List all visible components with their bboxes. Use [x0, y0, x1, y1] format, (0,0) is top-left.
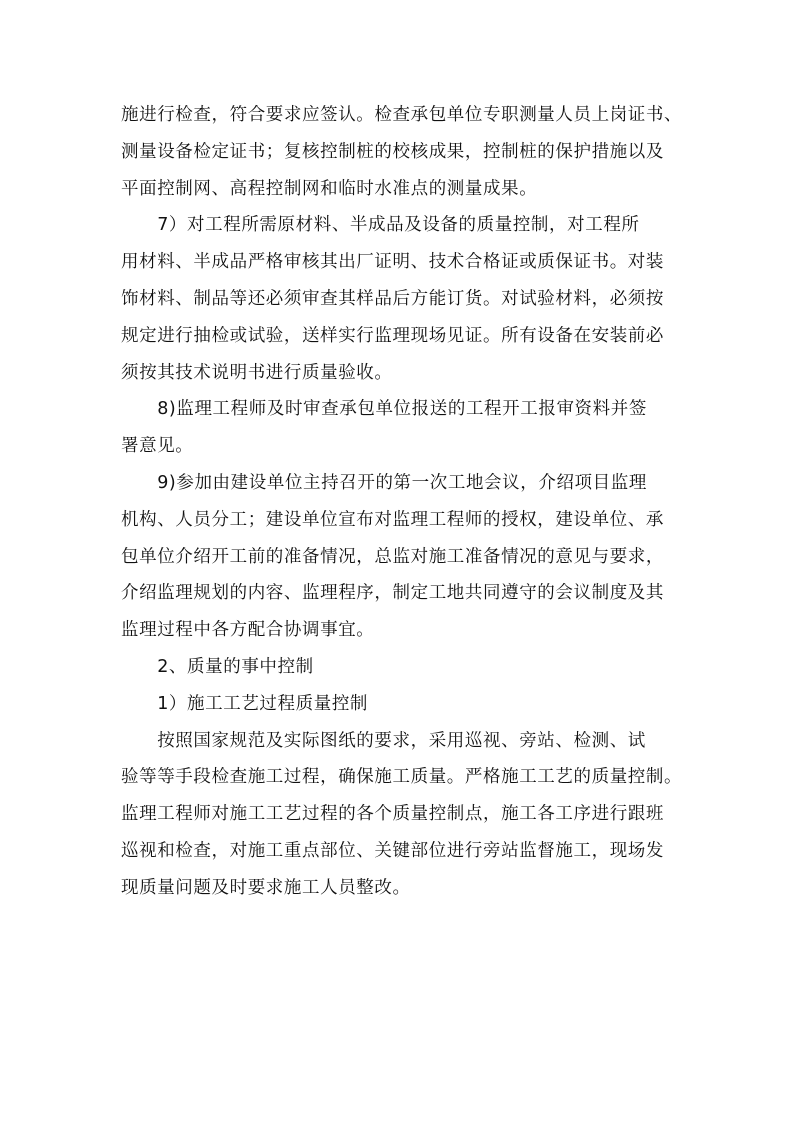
text-line: 用材料、半成品严格审核其出厂证明、技术合格证或质保证书。对装 — [121, 252, 664, 273]
text-line: 饰材料、制品等还必须审查其样品后方能订货。对试验材料，必须按 — [121, 288, 664, 309]
paragraph-item-8-review — [121, 391, 681, 465]
text-line: 平面控制网、高程控制网和临时水准点的测量成果。 — [121, 178, 538, 199]
text-line: 须按其技术说明书进行质量验收。 — [121, 362, 393, 383]
text-line: 9)参加由建设单位主持召开的第一次工地会议，介绍项目监理 — [121, 472, 647, 493]
text-line: 施进行检查，符合要求应签认。检查承包单位专职测量人员上岗证书、 — [121, 105, 683, 125]
text-line: 现质量问题及时要求施工人员整改。 — [121, 877, 411, 898]
text-line: 巡视和检查，对施工重点部位、关键部位进行旁站监督施工，现场发 — [121, 840, 664, 861]
subsection-heading: 1）施工工艺过程质量控制 — [121, 693, 369, 714]
text-line: 按照国家规范及实际图纸的要求，采用巡视、旁站、检测、试 — [121, 730, 646, 751]
section-heading: 2、质量的事中控制 — [121, 656, 314, 677]
text-line: 介绍监理规划的内容、监理程序，制定工地共同遵守的会议制度及其 — [121, 583, 664, 604]
paragraph-item-9-meeting — [121, 465, 681, 649]
text-line: 署意见。 — [121, 436, 194, 457]
text-line: 包单位介绍开工前的准备情况，总监对施工准备情况的意见与要求， — [121, 546, 664, 567]
text-line: 规定进行抽检或试验，送样实行监理现场见证。所有设备在安装前必 — [121, 325, 664, 346]
text-line: 监理过程中各方配合协调事宜。 — [121, 620, 375, 641]
paragraph-item-7-materials — [121, 207, 681, 391]
document-body — [121, 97, 681, 907]
text-line: 7）对工程所需原材料、半成品及设备的质量控制，对工程所 — [121, 215, 640, 236]
paragraph-process-control-body — [121, 723, 681, 907]
paragraph-inspection-continued — [121, 97, 681, 207]
subsection-heading-process-quality — [121, 686, 681, 723]
text-line: 测量设备检定证书；复核控制桩的校核成果，控制桩的保护措施以及 — [121, 141, 664, 162]
text-line: 机构、人员分工；建设单位宣布对监理工程师的授权，建设单位、承 — [121, 509, 664, 530]
text-line: 监理工程师对施工工艺过程的各个质量控制点，施工各工序进行跟班 — [121, 804, 664, 825]
text-line: 验等等手段检查施工过程，确保施工质量。严格施工工艺的质量控制。 — [121, 767, 683, 788]
section-heading-in-process-control — [121, 649, 681, 686]
text-line: 8)监理工程师及时审查承包单位报送的工程开工报审资料并签 — [121, 399, 647, 420]
